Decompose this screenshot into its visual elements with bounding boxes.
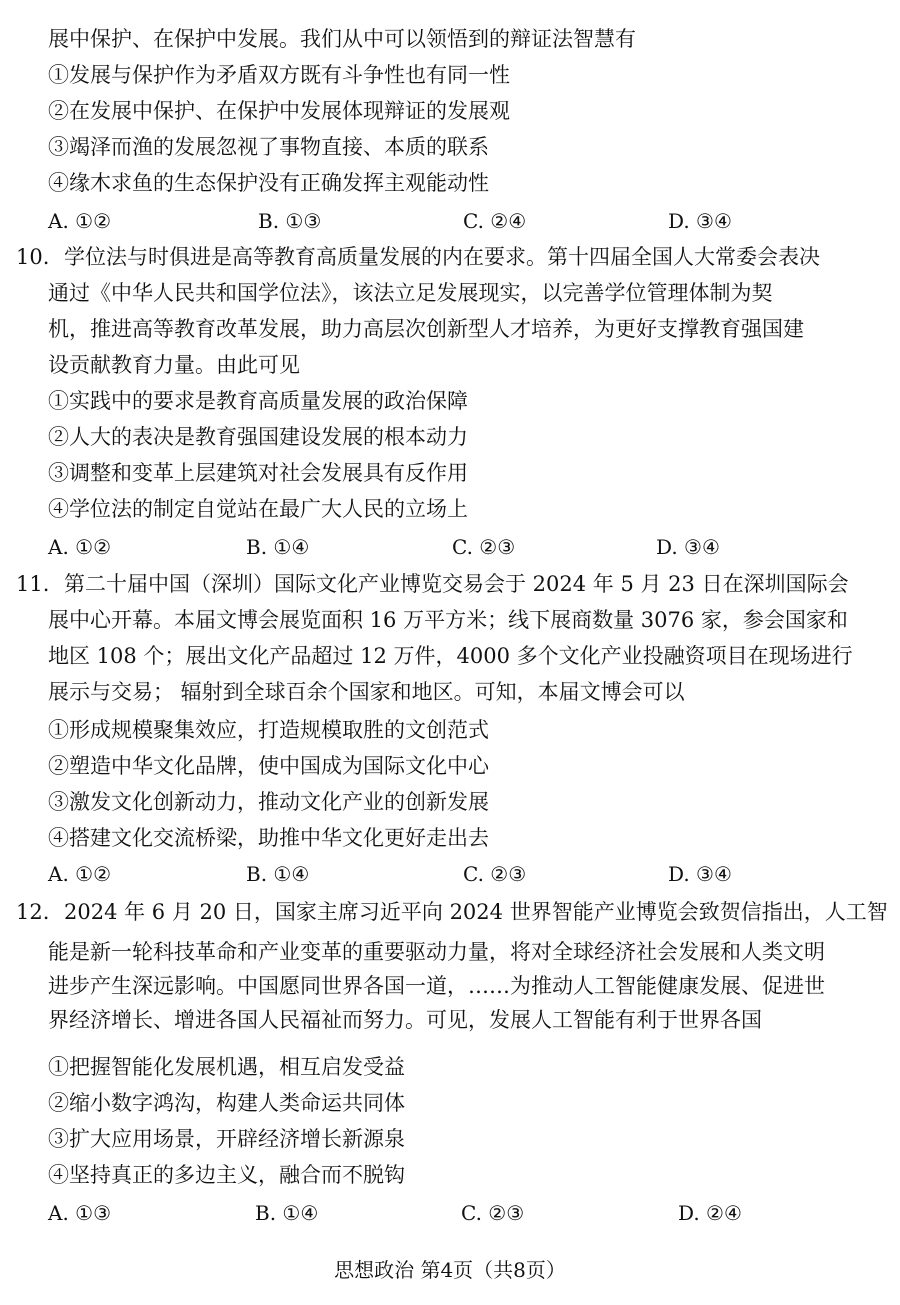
q9-option-b: B. ①③ (258, 209, 322, 233)
q11-statement-1: ①形成规模聚集效应，打造规模取胜的文创范式 (48, 718, 489, 742)
q10-stem-line-1: 学位法与时俱进是高等教育高质量发展的内在要求。第十四届全国人大常委会表决 (64, 245, 820, 269)
q10-statement-3: ③调整和变革上层建筑对社会发展具有反作用 (48, 461, 468, 485)
q11-stem-line-4: 展示与交易； 辐射到全球百余个国家和地区。可知，本届文博会可以 (48, 680, 685, 704)
q11-statement-3: ③激发文化创新动力，推动文化产业的创新发展 (48, 790, 489, 814)
q9-option-c: C. ②④ (463, 209, 527, 233)
q10-statement-2: ②人大的表决是教育强国建设发展的根本动力 (48, 425, 468, 449)
q9-statement-3: ③竭泽而渔的发展忽视了事物直接、本质的联系 (48, 135, 489, 159)
q9-statement-4: ④缘木求鱼的生态保护没有正确发挥主观能动性 (48, 171, 489, 195)
page-footer: 思想政治 第4页（共8页） (334, 1258, 566, 1282)
q12-stem-line-3: 进步产生深远影响。中国愿同世界各国一道，……为推动人工智能健康发展、促进世 (48, 974, 825, 998)
q12-option-d: D. ②④ (678, 1201, 742, 1225)
q10-option-d: D. ③④ (656, 535, 720, 559)
q10-option-b: B. ①④ (246, 535, 310, 559)
q11-stem-line-2: 展中心开幕。本届文博会展览面积 16 万平方米；线下展商数量 3076 家，参会国家和 (48, 608, 848, 632)
q12-number: 12. (16, 900, 50, 924)
q9-statement-1: ①发展与保护作为矛盾双方既有斗争性也有同一性 (48, 63, 510, 87)
q10-statement-4: ④学位法的制定自觉站在最广大人民的立场上 (48, 497, 468, 521)
q11-stem-line-1: 第二十届中国（深圳）国际文化产业博览交易会于 2024 年 5 月 23 日在深圳国际会 (64, 572, 849, 596)
q12-option-b: B. ①④ (255, 1201, 319, 1225)
q11-option-c: C. ②③ (463, 862, 527, 886)
q9-option-a: A. ①② (48, 209, 112, 233)
q10-number: 10. (16, 245, 50, 269)
q10-stem-line-3: 机，推进高等教育改革发展，助力高层次创新型人才培养，为更好支撑教育强国建 (48, 317, 804, 341)
q11-option-b: B. ①④ (246, 862, 310, 886)
q9-stem-tail: 展中保护、在保护中发展。我们从中可以领悟到的辩证法智慧有 (48, 27, 636, 51)
q12-stem-line-4: 界经济增长、增进各国人民福祉而努力。可见，发展人工智能有利于世界各国 (48, 1008, 762, 1032)
q12-stem-line-1: 2024 年 6 月 20 日，国家主席习近平向 2024 世界智能产业博览会致贺信指出，人工智 (64, 900, 888, 924)
q11-option-a: A. ①② (48, 862, 112, 886)
q10-option-a: A. ①② (48, 535, 112, 559)
q10-statement-1: ①实践中的要求是教育高质量发展的政治保障 (48, 389, 468, 413)
q10-option-c: C. ②③ (452, 535, 516, 559)
q11-stem-line-3: 地区 108 个；展出文化产品超过 12 万件，4000 多个文化产业投融资项目在现场进行 (48, 644, 853, 668)
q12-statement-2: ②缩小数字鸿沟，构建人类命运共同体 (48, 1091, 405, 1115)
q12-statement-1: ①把握智能化发展机遇，相互启发受益 (48, 1055, 405, 1079)
q12-statement-4: ④坚持真正的多边主义，融合而不脱钩 (48, 1163, 405, 1187)
q11-number: 11. (16, 572, 50, 596)
q11-option-d: D. ③④ (668, 862, 732, 886)
q9-option-d: D. ③④ (668, 209, 732, 233)
q12-option-c: C. ②③ (461, 1201, 525, 1225)
q11-statement-4: ④搭建文化交流桥梁，助推中华文化更好走出去 (48, 826, 489, 850)
q12-option-a: A. ①③ (48, 1201, 112, 1225)
q10-stem-line-4: 设贡献教育力量。由此可见 (48, 353, 300, 377)
q12-stem-line-2: 能是新一轮科技革命和产业变革的重要驱动力量，将对全球经济社会发展和人类文明 (48, 940, 825, 964)
q11-statement-2: ②塑造中华文化品牌，使中国成为国际文化中心 (48, 754, 489, 778)
q9-statement-2: ②在发展中保护、在保护中发展体现辩证的发展观 (48, 99, 510, 123)
q10-stem-line-2: 通过《中华人民共和国学位法》，该法立足发展现实，以完善学位管理体制为契 (48, 281, 773, 305)
q12-statement-3: ③扩大应用场景，开辟经济增长新源泉 (48, 1127, 405, 1151)
